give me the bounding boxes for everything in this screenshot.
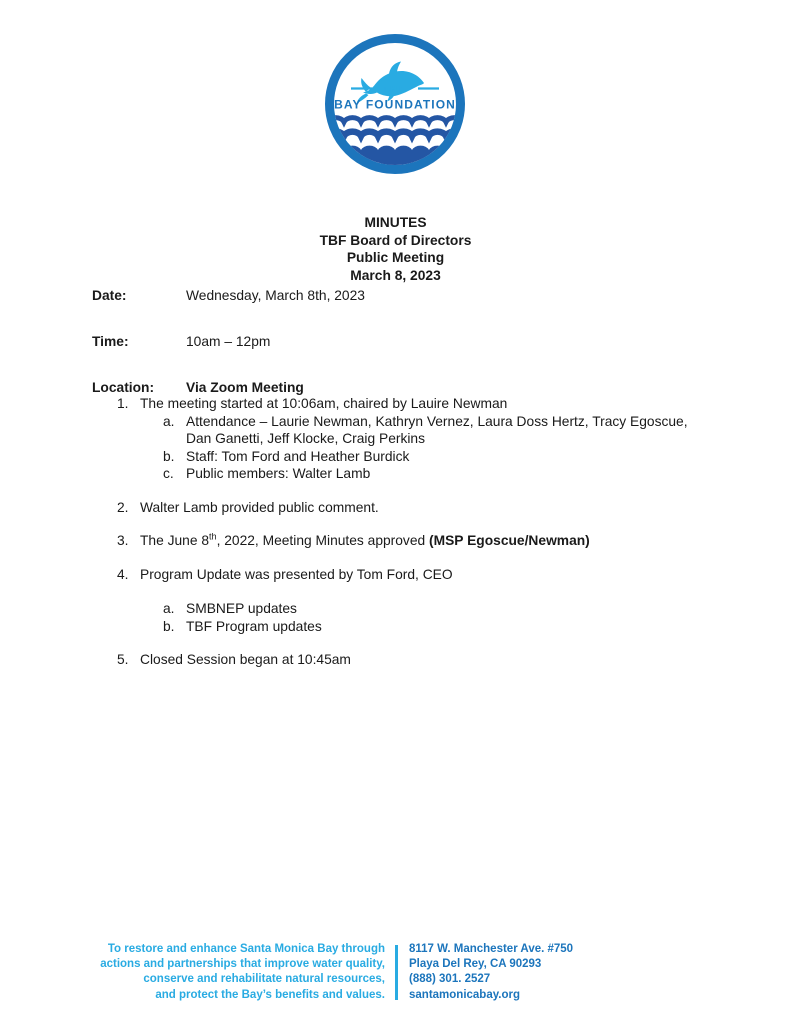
- item-2-number: 2.: [117, 499, 129, 515]
- address-city: Playa Del Rey, CA 90293: [409, 958, 542, 971]
- title-line-minutes: MINUTES: [364, 215, 427, 230]
- item-4b-letter: b.: [163, 618, 175, 634]
- footer-mission-statement: [40, 942, 385, 1003]
- item-4-text: Program Update was presented by Tom Ford, CEO: [140, 566, 453, 582]
- item-4b-text: TBF Program updates: [186, 618, 322, 634]
- item-1a-letter: a.: [163, 413, 175, 429]
- list-item-4b: [163, 618, 712, 636]
- date-value: Wednesday, March 8th, 2023: [186, 288, 365, 303]
- item-3-msp-note: (MSP Egoscue/Newman): [429, 533, 590, 548]
- list-item-5: [117, 651, 712, 669]
- item-5-number: 5.: [117, 652, 129, 667]
- mission-line-4: and protect the Bay’s benefits and values.: [155, 988, 385, 1001]
- item-4a-text: SMBNEP updates: [186, 601, 297, 616]
- date-label: Date:: [92, 288, 127, 303]
- item-4-number: 4.: [117, 566, 129, 582]
- mission-line-3: conserve and rehabilitate natural resources,: [143, 973, 385, 986]
- title-line-public-meeting: Public Meeting: [346, 250, 445, 265]
- list-item-1c: [163, 465, 712, 483]
- time-value: 10am – 12pm: [186, 334, 271, 349]
- bay-foundation-logo: [324, 33, 466, 175]
- item-1c-text: Public members: Walter Lamb: [186, 466, 371, 481]
- item-3-number: 3.: [117, 533, 129, 548]
- item-3-ordinal: th: [209, 531, 217, 542]
- mission-line-1: To restore and enhance Santa Monica Bay through: [107, 943, 385, 955]
- item-1-number: 1.: [117, 396, 129, 411]
- item-4a-letter: a.: [163, 601, 175, 616]
- item-1-text: The meeting started at 10:06am, chaired by Lauire Newman: [140, 396, 508, 411]
- address-website: santamonicabay.org: [409, 988, 520, 1001]
- minutes-list: [117, 395, 712, 669]
- meta-row-date: [92, 289, 652, 319]
- location-label: Location:: [92, 380, 155, 395]
- item-3-text-pre: The June 8: [140, 533, 210, 548]
- item-1c-letter: c.: [163, 466, 174, 481]
- list-item-1a: [163, 413, 712, 448]
- title-line-board: TBF Board of Directors: [319, 232, 472, 248]
- bay-foundation-logo-icon: [324, 33, 466, 175]
- item-1a-text: Attendance – Laurie Newman, Kathryn Vernez, Laura Doss Hertz, Tracy Egoscue, Dan Ganetti, Jeff Klocke, Craig Perkins: [186, 413, 688, 446]
- list-item-1: [117, 395, 712, 413]
- address-street: 8117 W. Manchester Ave. #750: [409, 943, 574, 955]
- item-2-text: Walter Lamb provided public comment.: [140, 499, 379, 515]
- item-1b-text: Staff: Tom Ford and Heather Burdick: [186, 448, 410, 464]
- location-value: Via Zoom Meeting: [186, 380, 304, 395]
- list-item-2: [117, 499, 712, 517]
- mission-line-2: actions and partnerships that improve water quality,: [100, 958, 385, 971]
- logo-the-label: THE: [382, 84, 408, 94]
- title-line-date: March 8, 2023: [350, 267, 441, 283]
- meta-row-time: [92, 335, 652, 365]
- item-3-text: [140, 532, 712, 550]
- item-3-text-mid: , 2022, Meeting Minutes approved: [216, 533, 430, 548]
- item-1b-letter: b.: [163, 448, 175, 464]
- list-item-1b: [163, 448, 712, 466]
- document-title: [0, 214, 791, 284]
- item-5-text: Closed Session began at 10:45am: [140, 652, 351, 667]
- footer-divider: [395, 945, 398, 1000]
- address-phone: (888) 301. 2527: [409, 973, 491, 986]
- logo-name-label: BAY FOUNDATION: [334, 97, 456, 112]
- time-label: Time:: [92, 334, 129, 349]
- list-item-4a: [163, 600, 712, 618]
- list-item-4: [117, 566, 712, 584]
- footer-address-block: [409, 942, 669, 1003]
- list-item-3: [117, 532, 712, 550]
